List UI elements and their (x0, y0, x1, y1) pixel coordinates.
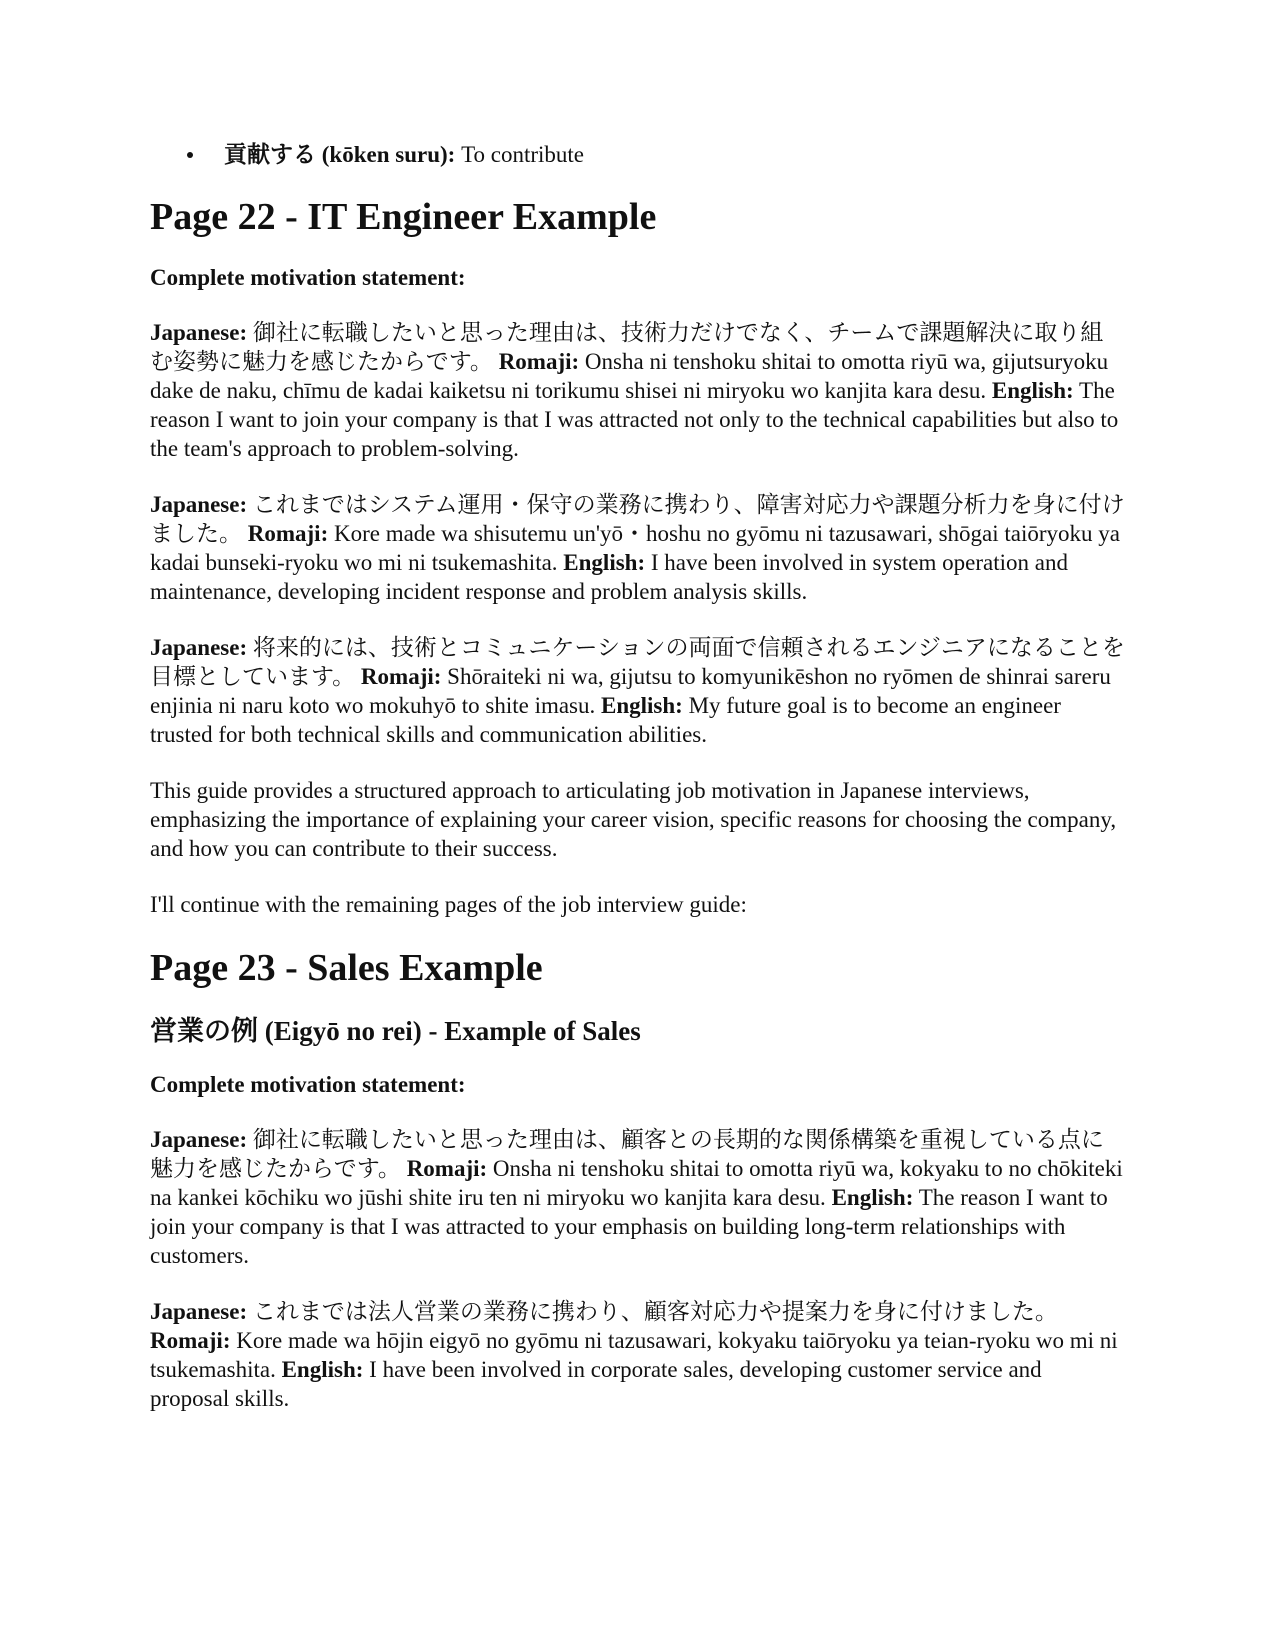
japanese-label: Japanese: (150, 492, 248, 517)
continue-paragraph: I'll continue with the remaining pages of the job interview guide: (150, 892, 747, 917)
japanese-label: Japanese: (150, 635, 248, 660)
romaji-label: Romaji: (360, 664, 442, 689)
english-label: English: (601, 693, 683, 718)
english-label: English: (991, 378, 1074, 403)
japanese-text: 御社に転職したいと思った理由は、顧客との長期的な関係構築を重視している点に魅力を感じたからです。 (150, 1127, 1104, 1181)
romaji-text: Kore made wa shisutemu un'yō・hoshu no gyōmu ni tazusawari, shōgai taiōryoku ya kadai bunseki-ryoku wo mi ni tsukemashita. (150, 521, 1120, 575)
vocab-term: 貢献する (224, 142, 316, 167)
japanese-label: Japanese: (150, 320, 248, 345)
romaji-label: Romaji: (406, 1156, 488, 1181)
vocab-reading: (kōken suru): (321, 142, 456, 167)
entry-it-1 (150, 318, 1125, 463)
romaji-text: Onsha ni tenshoku shitai to omotta riyū wa, kokyaku to no chōkiteki na kankei kōchiku wo jūshi shite iru ten ni miryoku wo kanjita kara desu. (150, 1156, 1123, 1210)
romaji-label: Romaji: (247, 521, 329, 546)
english-label: English: (831, 1185, 914, 1210)
romaji-text: Shōraiteki ni wa, gijutsu to komyunikēshon no ryōmen de shinrai sareru enjinia ni naru koto wo mokuhyō to shite imasu. (150, 664, 1111, 718)
japanese-label: Japanese: (150, 1127, 248, 1152)
japanese-text: これまではシステム運用・保守の業務に携わり、障害対応力や課題分析力を身に付けました。 (150, 492, 1125, 546)
vocab-item (224, 140, 1125, 169)
entry-it-3 (150, 633, 1125, 749)
english-text: I have been involved in corporate sales, developing customer service and proposal skills. (150, 1357, 1042, 1411)
subheading-it: Complete motivation statement: (150, 265, 466, 290)
english-text: My future goal is to become an engineer trusted for both technical skills and communication abilities. (150, 693, 1061, 747)
english-label: English: (281, 1357, 364, 1382)
romaji-text: Onsha ni tenshoku shitai to omotta riyū wa, gijutsuryoku dake de naku, chīmu de kadai kaiketsu ni torikumu shisei ni miryoku wo kanjita kara desu. (150, 349, 1109, 403)
entry-sales-2 (150, 1297, 1125, 1413)
japanese-text: これまでは法人営業の業務に携わり、顧客対応力や提案力を身に付けました。 (252, 1299, 1058, 1324)
romaji-text: Kore made wa hōjin eigyō no gyōmu ni tazusawari, kokyaku taiōryoku ya teian-ryoku wo mi ni tsukemashita. (150, 1328, 1118, 1382)
japanese-text: 将来的には、技術とコミュニケーションの両面で信頼されるエンジニアになることを目標としています。 (150, 635, 1125, 689)
section-title-sales: 営業の例 (Eigyō no rei) - Example of Sales (150, 1016, 641, 1046)
subheading-sales: Complete motivation statement: (150, 1072, 466, 1097)
english-text: The reason I want to join your company is that I was attracted not only to the technical capabilities but also to the team's approach to problem-solving. (150, 378, 1119, 461)
entry-it-2 (150, 490, 1125, 606)
document-page (150, 140, 1125, 1440)
section-heading-sales: Page 23 - Sales Example (150, 947, 543, 989)
romaji-label: Romaji: (150, 1328, 231, 1353)
vocab-meaning: To contribute (461, 142, 585, 167)
romaji-label: Romaji: (498, 349, 580, 374)
section-heading-it: Page 22 - IT Engineer Example (150, 196, 657, 238)
bullet-icon (187, 152, 193, 158)
entry-sales-1 (150, 1125, 1125, 1270)
summary-paragraph: This guide provides a structured approach to articulating job motivation in Japanese interviews, emphasizing the importance of explaining your career vision, specific reasons for choosing the company, and how you can contribute to their success. (150, 778, 1117, 861)
japanese-text: 御社に転職したいと思った理由は、技術力だけでなく、チームで課題解決に取り組む姿勢に魅力を感じたからです。 (150, 320, 1104, 374)
english-text: I have been involved in system operation and maintenance, developing incident response and problem analysis skills. (150, 550, 1068, 604)
english-text: The reason I want to join your company is that I was attracted to your emphasis on building long-term relationships with customers. (150, 1185, 1108, 1268)
english-label: English: (563, 550, 646, 575)
vocab-list (150, 140, 1125, 169)
japanese-label: Japanese: (150, 1299, 248, 1324)
